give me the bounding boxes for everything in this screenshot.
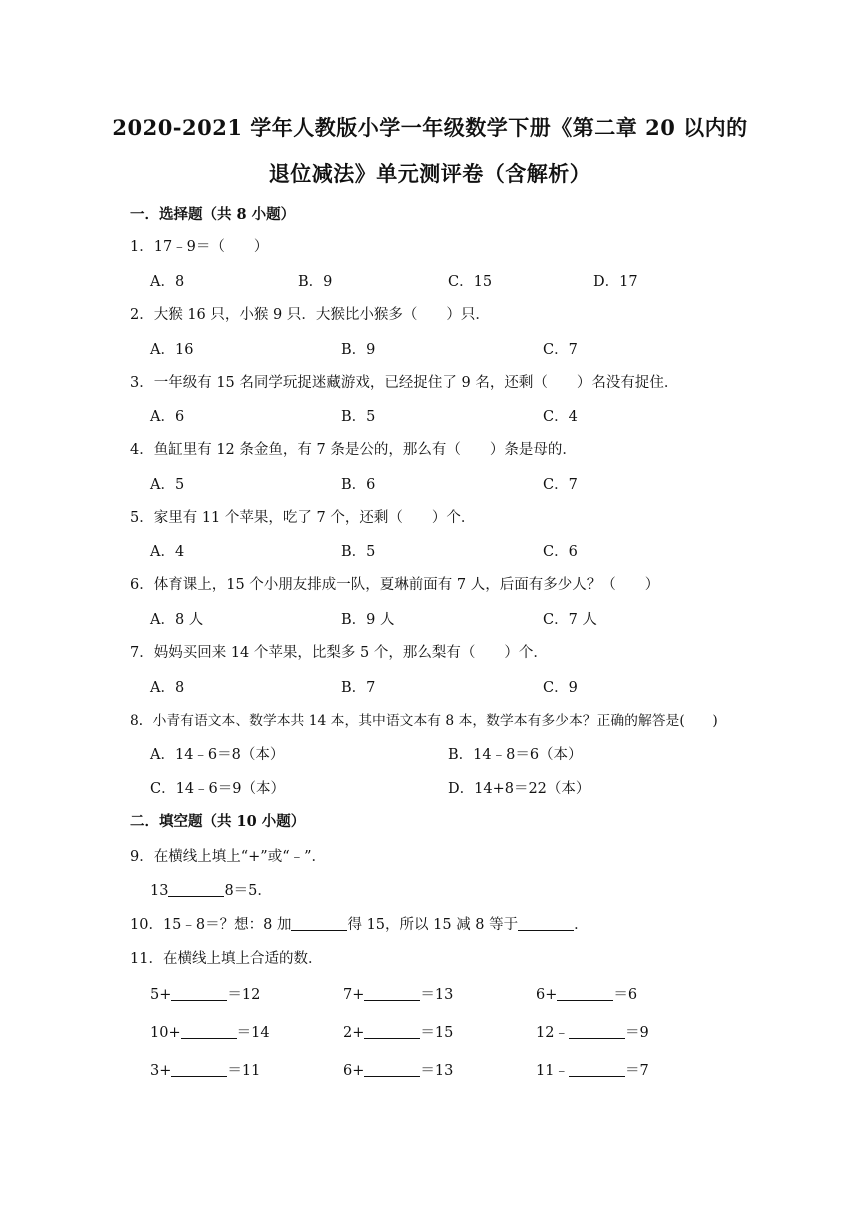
question-6: 6．体育课上，15 个小朋友排成一队，夏琳前面有 7 人，后面有多少人？（ ） — [130, 577, 660, 593]
q3-option-b: B．5 — [341, 409, 376, 425]
equation-prefix: 2+ — [343, 1025, 365, 1041]
answer-blank[interactable] — [557, 986, 613, 1001]
q10-text-part-1: 10．15﹣8＝？想：8 加 — [130, 917, 292, 933]
question-1: 1．17﹣9＝（ ） — [130, 239, 269, 255]
q5-option-a: A．4 — [150, 544, 185, 560]
q5-option-b: B．5 — [341, 544, 376, 560]
q9-answer-blank[interactable] — [168, 882, 224, 897]
q2-option-a: A．16 — [150, 342, 194, 358]
q4-option-b: B．6 — [341, 477, 376, 493]
q6-option-b: B．9 人 — [341, 612, 395, 628]
answer-blank[interactable] — [171, 986, 227, 1001]
answer-blank[interactable] — [364, 1024, 420, 1039]
equation-prefix: 11﹣ — [536, 1063, 569, 1079]
question-2: 2．大猴 16 只，小猴 9 只．大猴比小猴多（ ）只． — [130, 307, 490, 323]
q8-option-a: A．14﹣6＝8（本） — [150, 747, 285, 763]
q11-equation — [536, 1021, 649, 1042]
q9-left-number: 13 — [150, 883, 169, 899]
q8-option-c: C．14﹣6＝9（本） — [150, 781, 285, 797]
q3-option-a: A．6 — [150, 409, 185, 425]
answer-blank[interactable] — [569, 1062, 625, 1077]
q1-option-b: B．9 — [298, 274, 333, 290]
answer-blank[interactable] — [171, 1062, 227, 1077]
q4-option-a: A．5 — [150, 477, 185, 493]
q9-equation — [150, 879, 272, 900]
q11-equation — [150, 1059, 260, 1080]
question-10 — [130, 913, 589, 934]
equation-prefix: 3+ — [150, 1063, 172, 1079]
q11-equation — [536, 983, 637, 1004]
q1-option-a: A．8 — [150, 274, 185, 290]
answer-blank[interactable] — [364, 986, 420, 1001]
question-9: 9．在横线上填上“+”或“﹣”． — [130, 849, 327, 865]
q3-option-c: C．4 — [543, 409, 578, 425]
q8-option-b: B．14﹣8＝6（本） — [448, 747, 583, 763]
q10-answer-blank-1[interactable] — [291, 916, 347, 931]
q7-option-c: C．9 — [543, 680, 578, 696]
equation-suffix: ＝7 — [624, 1063, 649, 1079]
question-11: 11．在横线上填上合适的数． — [130, 951, 323, 967]
title-line-2: 退位减法》单元测评卷（含解析） — [268, 161, 592, 186]
q5-option-c: C．6 — [543, 544, 578, 560]
equation-suffix: ＝13 — [420, 1063, 454, 1079]
q1-option-c: C．15 — [448, 274, 493, 290]
equation-suffix: ＝12 — [227, 987, 261, 1003]
q6-option-a: A．8 人 — [150, 612, 204, 628]
q9-right-part: 8＝5． — [224, 883, 272, 899]
q11-equation — [343, 1021, 453, 1042]
q11-equation — [150, 983, 260, 1004]
answer-blank[interactable] — [569, 1024, 625, 1039]
question-3: 3．一年级有 15 名同学玩捉迷藏游戏，已经捉住了 9 名，还剩（ ）名没有捉住． — [130, 375, 679, 391]
equation-suffix: ＝14 — [236, 1025, 270, 1041]
question-7: 7．妈妈买回来 14 个苹果，比梨多 5 个，那么梨有（ ）个． — [130, 645, 548, 661]
question-5: 5．家里有 11 个苹果，吃了 7 个，还剩（ ）个． — [130, 510, 476, 526]
equation-suffix: ＝6 — [613, 987, 638, 1003]
answer-blank[interactable] — [181, 1024, 237, 1039]
question-4: 4．鱼缸里有 12 条金鱼，有 7 条是公的，那么有（ ）条是母的． — [130, 442, 577, 458]
equation-prefix: 6+ — [343, 1063, 365, 1079]
section-heading-choice: 一．选择题（共 8 小题） — [130, 206, 296, 223]
equation-suffix: ＝11 — [227, 1063, 261, 1079]
equation-suffix: ＝15 — [420, 1025, 454, 1041]
q2-option-c: C．7 — [543, 342, 578, 358]
q1-option-d: D．17 — [593, 274, 638, 290]
equation-prefix: 12﹣ — [536, 1025, 569, 1041]
equation-prefix: 7+ — [343, 987, 365, 1003]
equation-suffix: ＝9 — [624, 1025, 649, 1041]
q10-text-part-3: ． — [574, 917, 589, 933]
equation-prefix: 6+ — [536, 987, 558, 1003]
q11-equation — [536, 1059, 649, 1080]
q11-equation — [150, 1021, 270, 1042]
q7-option-b: B．7 — [341, 680, 376, 696]
q11-equation — [343, 1059, 453, 1080]
answer-blank[interactable] — [364, 1062, 420, 1077]
question-8: 8．小青有语文本、数学本共 14 本，其中语文本有 8 本，数学本有多少本？正确的解答是( ) — [130, 713, 718, 729]
equation-prefix: 5+ — [150, 987, 172, 1003]
section-heading-fill: 二．填空题（共 10 小题） — [130, 813, 306, 830]
q10-answer-blank-2[interactable] — [518, 916, 574, 931]
equation-prefix: 10+ — [150, 1025, 181, 1041]
q7-option-a: A．8 — [150, 680, 185, 696]
equation-suffix: ＝13 — [420, 987, 454, 1003]
q11-equation — [343, 983, 453, 1004]
q8-option-d: D．14+8＝22（本） — [448, 781, 591, 797]
title-line-1: 2020-2021 学年人教版小学一年级数学下册《第二章 20 以内的 — [112, 115, 748, 140]
q4-option-c: C．7 — [543, 477, 578, 493]
q2-option-b: B．9 — [341, 342, 376, 358]
q10-text-part-2: 得 15，所以 15 减 8 等于 — [347, 917, 519, 933]
q6-option-c: C．7 人 — [543, 612, 597, 628]
